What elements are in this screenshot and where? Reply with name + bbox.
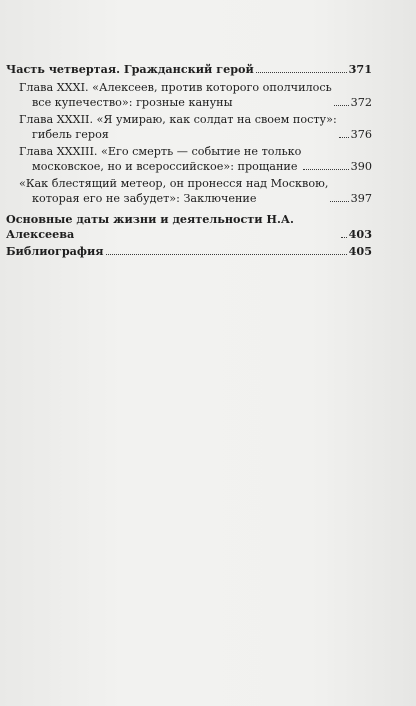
toc-entry-line1: «Как блестящий метеор, он пронесся над Москвою, [19, 177, 329, 190]
toc-entry-title: Библиография [6, 244, 104, 258]
toc-entry-line1: Глава XXXII. «Я умираю, как солдат на своем посту»: [19, 113, 337, 126]
toc-page-number: 397 [350, 192, 372, 205]
table-of-contents [6, 62, 372, 261]
toc-entry-title: Основные даты жизни и деятельности Н.А. Алексеева [6, 212, 294, 241]
toc-entry-chapter-31 [6, 80, 372, 110]
toc-entry-chapter-33 [6, 144, 372, 174]
toc-entry-line2: гибель героя [32, 128, 109, 141]
toc-entry-title [19, 176, 328, 206]
toc-entry-line2: все купечество»: грозные кануны [32, 96, 233, 109]
dot-leader [256, 72, 347, 73]
toc-entry-chapter-32 [6, 112, 372, 142]
toc-entry-line2: которая его не забудет»: Заключение [32, 192, 257, 205]
toc-entry-title: Часть четвертая. Гражданский герой [6, 62, 254, 76]
toc-page-number: 371 [348, 62, 372, 76]
toc-entry-line1: Глава XXXI. «Алексеев, против которого ополчилось [19, 81, 332, 94]
toc-entry-key-dates [6, 212, 372, 242]
toc-entry-title [19, 112, 337, 142]
dot-leader [341, 237, 347, 238]
toc-entry-conclusion [6, 176, 372, 206]
dot-leader [339, 137, 349, 138]
toc-page-number: 405 [348, 244, 372, 258]
toc-page-number: 372 [350, 96, 372, 109]
toc-page-number: 390 [350, 160, 372, 173]
toc-entry-line2: московское, но и всероссийское»: прощание [32, 160, 298, 173]
dot-leader [330, 201, 348, 202]
toc-entry-bibliography [6, 244, 372, 259]
toc-entry-title [19, 80, 332, 110]
toc-entry-part-four [6, 62, 372, 77]
toc-page-number: 376 [350, 128, 372, 141]
dot-leader [334, 105, 349, 106]
toc-entry-line1: Глава XXXIII. «Его смерть — событие не только [19, 145, 302, 158]
toc-entry-title [19, 144, 301, 174]
toc-page-number: 403 [348, 227, 372, 241]
dot-leader [106, 254, 347, 255]
dot-leader [303, 169, 348, 170]
